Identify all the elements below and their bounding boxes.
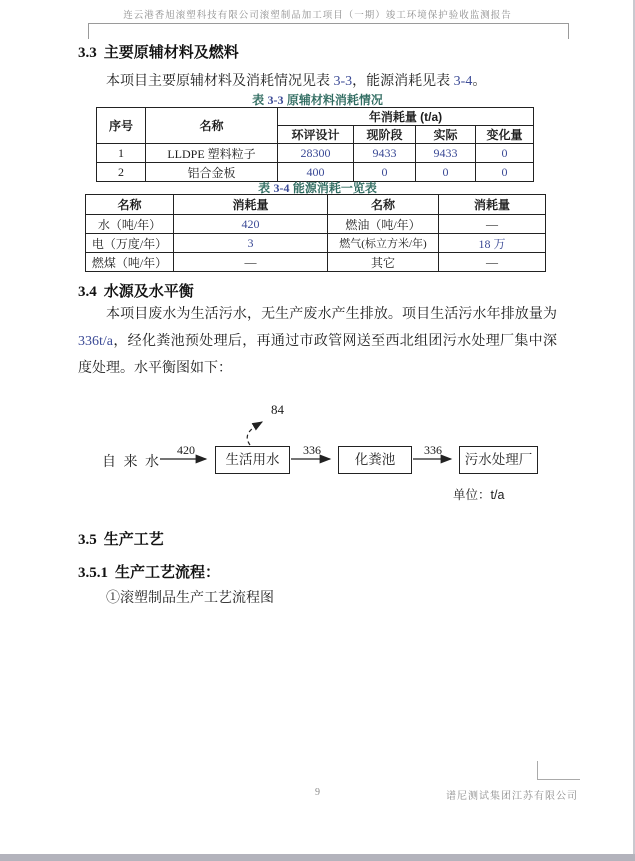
section-title: 主要原辅材料及燃料 xyxy=(103,44,239,61)
diagram-source-tap-water: 自 来 水 xyxy=(102,455,161,470)
col-header-annual-consumption: 年消耗量 (t/a) xyxy=(278,108,534,126)
section-title: 水源及水平衡 xyxy=(103,283,194,300)
diagram-box-wastewater-plant: 污水处理厂 xyxy=(459,446,538,474)
table-row xyxy=(97,144,534,163)
caption-prefix: 表 xyxy=(258,181,274,195)
col-header-name: 名称 xyxy=(328,195,439,215)
section-number: 3.4 xyxy=(78,284,97,300)
cell-value: 9433 xyxy=(416,144,476,163)
cell-name: LLDPE 塑料粒子 xyxy=(146,144,278,163)
table-3-3-caption xyxy=(78,91,557,108)
cell-value: — xyxy=(439,215,546,234)
col-header-eia-design: 环评设计 xyxy=(278,126,354,144)
cell-name: 燃油（吨/年） xyxy=(328,215,439,234)
cell-value: 0 xyxy=(476,163,534,182)
paragraph-3-5-1-item xyxy=(78,585,557,612)
para-text: ，经化粪池预处理后，再通过市政管网送至西北组团污水处理厂集中深度处理。水平衡图如下： xyxy=(78,334,557,376)
col-header-change: 变化量 xyxy=(476,126,534,144)
text-boundary-mark-right xyxy=(568,23,569,39)
caption-label: 能源消耗一览表 xyxy=(289,181,377,195)
intro-text: ，能源消耗见表 xyxy=(352,74,454,89)
discharge-amount: 336t/a xyxy=(78,334,113,349)
cell-value: — xyxy=(174,253,328,272)
flow-value-336: 336 xyxy=(303,443,321,457)
table-row xyxy=(86,234,546,253)
cell-value: 0 xyxy=(354,163,416,182)
cell-value: 18 万 xyxy=(439,234,546,253)
table-row xyxy=(86,215,546,234)
flow-value-420: 420 xyxy=(177,443,195,457)
diagram-unit-label: 单位：t/a xyxy=(453,488,505,502)
section-number: 3.3 xyxy=(78,45,97,61)
paragraph-3-4 xyxy=(78,301,557,382)
cell-value: — xyxy=(439,253,546,272)
table-ref-3-4: 3-4 xyxy=(453,74,473,89)
diagram-box-domestic-water: 生活用水 xyxy=(215,446,290,474)
cell-name: 水（吨/年） xyxy=(86,215,174,234)
page-bottom-edge xyxy=(0,854,635,861)
section-title: 生产工艺流程： xyxy=(115,564,221,581)
cell-value: 420 xyxy=(174,215,328,234)
section-number: 3.5 xyxy=(78,532,97,548)
text-boundary-mark-bottom-h xyxy=(537,779,580,780)
intro-text: 。 xyxy=(472,74,487,89)
para-text: 本项目废水为生活污水，无生产废水产生排放。项目生活污水年排放量为 xyxy=(106,307,557,322)
text-boundary-mark-bottom-v xyxy=(537,761,538,780)
text-boundary-mark-left xyxy=(88,23,89,39)
flow-value-336: 336 xyxy=(424,443,442,457)
cell-name: 电（万度/年） xyxy=(86,234,174,253)
flowchart-item-label: ①滚塑制品生产工艺流程图 xyxy=(106,591,274,606)
intro-text: 本项目主要原辅材料及消耗情况见表 xyxy=(106,74,334,89)
col-header-name: 名称 xyxy=(146,108,278,144)
col-header-name: 名称 xyxy=(86,195,174,215)
cell-value: 3 xyxy=(174,234,328,253)
cell-name: 燃气(标立方米/年) xyxy=(328,234,439,253)
table-raw-materials xyxy=(96,107,534,182)
caption-label: 原辅材料消耗情况 xyxy=(283,93,383,107)
cell-value: 400 xyxy=(278,163,354,182)
document-header-title: 连云港香旭滚塑科技有限公司滚塑制品加工项目（一期）竣工环境保护验收监测报告 xyxy=(123,11,512,21)
loss-value-84: 84 xyxy=(271,402,284,417)
cell-seq: 2 xyxy=(97,163,146,182)
caption-prefix: 表 xyxy=(252,93,268,107)
col-header-consumption: 消耗量 xyxy=(439,195,546,215)
col-header-current-stage: 现阶段 xyxy=(354,126,416,144)
col-header-actual: 实际 xyxy=(416,126,476,144)
cell-name: 其它 xyxy=(328,253,439,272)
diagram-box-septic-tank: 化粪池 xyxy=(338,446,412,474)
table-row xyxy=(86,253,546,272)
caption-number: 3-4 xyxy=(273,181,290,195)
cell-seq: 1 xyxy=(97,144,146,163)
section-heading-3-5-1 xyxy=(78,561,220,582)
cell-value: 0 xyxy=(416,163,476,182)
cell-name: 燃煤（吨/年） xyxy=(86,253,174,272)
col-header-seq: 序号 xyxy=(97,108,146,144)
header-rule xyxy=(88,23,568,24)
page-number: 9 xyxy=(315,787,320,798)
col-header-consumption: 消耗量 xyxy=(174,195,328,215)
section-title: 生产工艺 xyxy=(103,531,164,548)
cell-name: 铝合金板 xyxy=(146,163,278,182)
cell-value: 9433 xyxy=(354,144,416,163)
section-number: 3.5.1 xyxy=(78,565,108,581)
section-heading-3-3 xyxy=(78,41,239,62)
cell-value: 28300 xyxy=(278,144,354,163)
table-energy-consumption xyxy=(85,194,546,272)
section-heading-3-5 xyxy=(78,528,164,549)
cell-value: 0 xyxy=(476,144,534,163)
caption-number: 3-3 xyxy=(267,93,284,107)
section-heading-3-4 xyxy=(78,280,194,301)
table-ref-3-3: 3-3 xyxy=(333,74,353,89)
footer-company-name: 谱尼测试集团江苏有限公司 xyxy=(446,791,578,802)
